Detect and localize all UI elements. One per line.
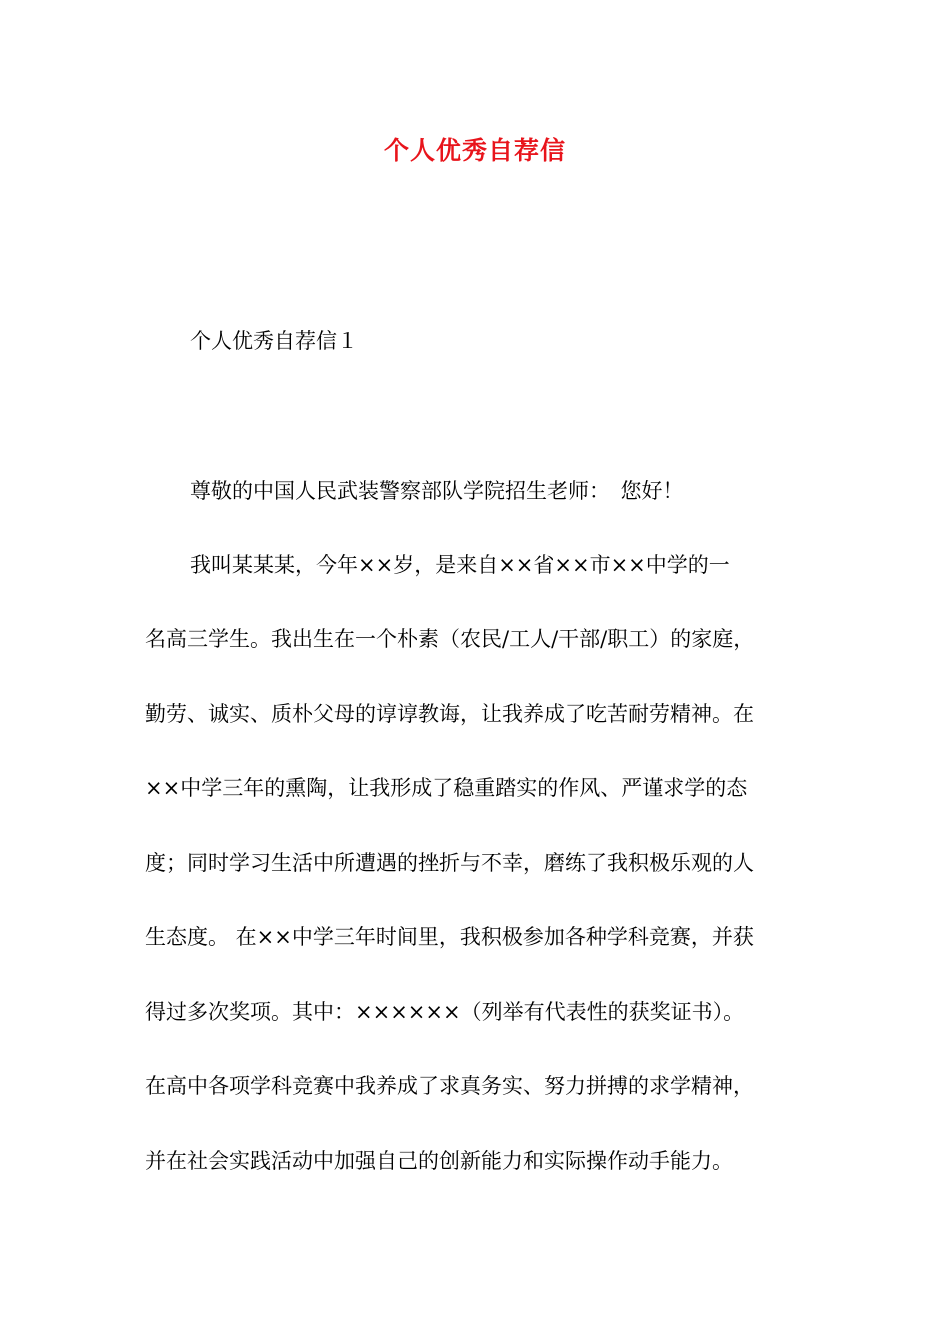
body-line-3: 勤劳、诚实、质朴父母的谆谆教诲，让我养成了吃苦耐劳精神。在 — [145, 702, 754, 726]
body-line-2: 名高三学生。我出生在一个朴素（农民/工人/干部/职工）的家庭， — [145, 627, 755, 651]
section-heading: 个人优秀自荐信１ — [190, 329, 358, 353]
body-line-7: 得过多次奖项。其中：××××××（列举有代表性的获奖证书）。 — [145, 1000, 745, 1024]
document-title: 个人优秀自荐信 — [383, 136, 566, 165]
body-line-1: 我叫某某某，今年××岁，是来自××省××市××中学的一 — [190, 553, 730, 577]
body-line-8: 在高中各项学科竞赛中我养成了求真务实、努力拼搏的求学精神， — [145, 1074, 754, 1098]
body-line-6: 生态度。 在××中学三年时间里，我积极参加各种学科竞赛，并获 — [145, 925, 754, 949]
body-line-4: ××中学三年的熏陶，让我形成了稳重踏实的作风、严谨求学的态 — [145, 776, 748, 800]
salutation-line: 尊敬的中国人民武装警察部队学院招生老师： 您好！ — [190, 479, 684, 503]
body-line-5: 度；同时学习生活中所遭遇的挫折与不幸，磨练了我积极乐观的人 — [145, 851, 754, 875]
body-line-9: 并在社会实践活动中加强自己的创新能力和实际操作动手能力。 — [145, 1149, 733, 1173]
